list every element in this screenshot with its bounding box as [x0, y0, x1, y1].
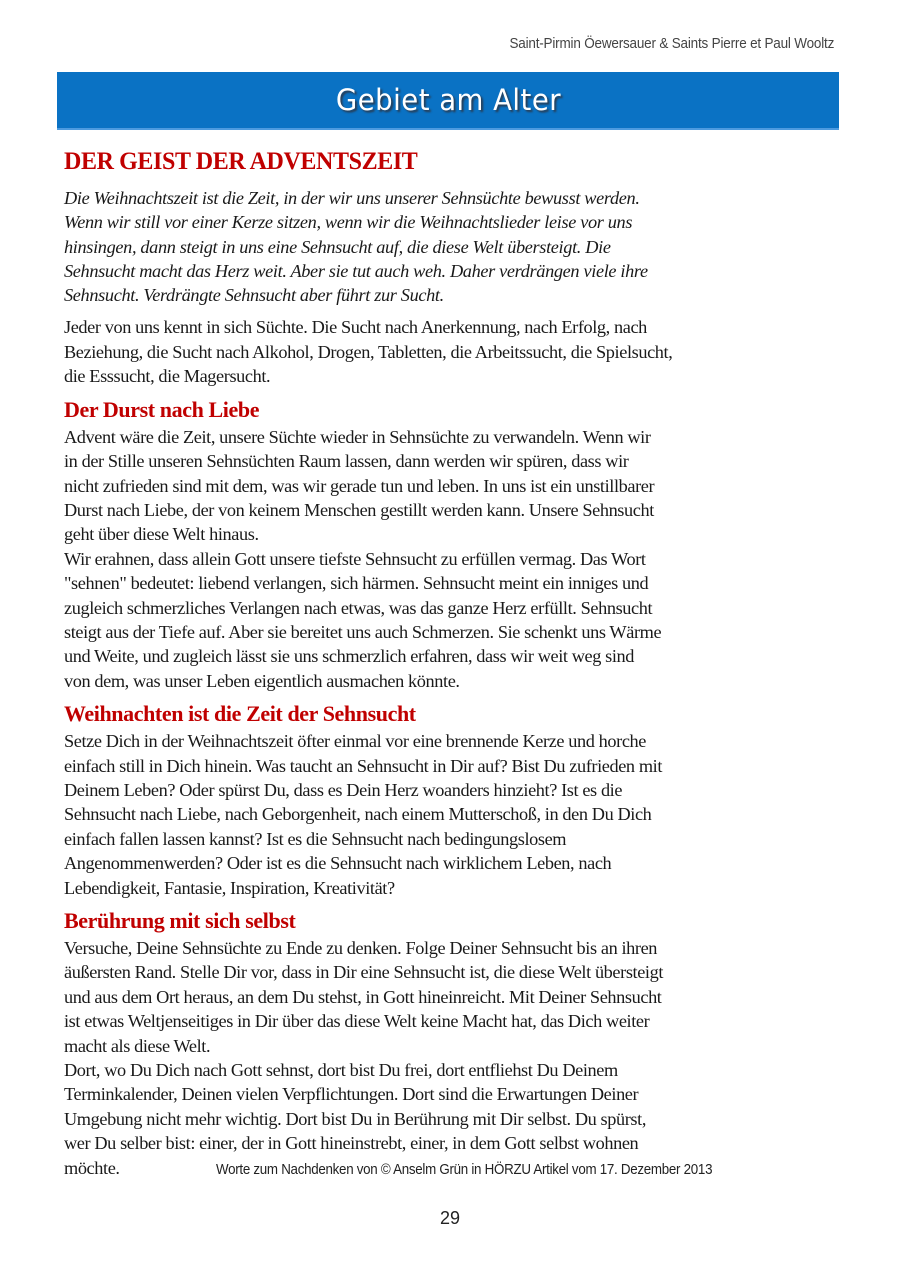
section-heading-beruehrung: Berührung mit sich selbst — [64, 908, 296, 934]
section-heading-durst: Der Durst nach Liebe — [64, 396, 260, 422]
text-line: geht über diese Welt hinaus. — [64, 524, 259, 545]
text-line: einfach still in Dich hinein. Was taucht an Sehnsucht in Dir auf? Bist Du zufrieden mit — [64, 755, 663, 776]
banner-title: Gebiet am Alter — [335, 83, 561, 117]
text-line: und Weite, und zugleich lässt sie uns schmerzlich erfahren, dass wir weit weg sind — [64, 646, 635, 667]
section-body-weihnachten — [64, 729, 854, 900]
text-line: Durst nach Liebe, der von keinem Menschen gestillt werden kann. Unsere Sehnsucht — [64, 499, 654, 520]
text-line: von dem, was unser Leben eigentlich ausmachen könnte. — [64, 670, 460, 691]
intro-line: Sehnsucht. Verdrängte Sehnsucht aber führt zur Sucht. — [64, 285, 444, 306]
text-line: Versuche, Deine Sehnsüchte zu Ende zu denken. Folge Deiner Sehnsucht bis an ihren — [64, 938, 658, 959]
text-line: "sehnen" bedeutet: liebend verlangen, sich härmen. Sehnsucht meint ein inniges und — [64, 573, 649, 594]
intro-line: Sehnsucht macht das Herz weit. Aber sie tut auch weh. Daher verdrängen viele ihre — [64, 260, 648, 281]
text-line: nicht zufrieden sind mit dem, was wir gerade tun und leben. In uns ist ein unstillbarer — [64, 475, 655, 496]
intro-paragraph — [64, 186, 854, 307]
text-line: Setze Dich in der Weihnachtszeit öfter einmal vor eine brennende Kerze und horche — [64, 731, 647, 752]
text-line: möchte. — [64, 1157, 120, 1178]
section-heading-weihnachten: Weihnachten ist die Zeit der Sehnsucht — [64, 701, 416, 727]
text-line: und aus dem Ort heraus, an dem Du stehst, in Gott hineinreicht. Mit Deiner Sehnsucht — [64, 986, 662, 1007]
text-line: Jeder von uns kennt in sich Süchte. Die Sucht nach Anerkennung, nach Erfolg, nach — [64, 317, 647, 338]
running-header: Saint-Pirmin Öewersauer & Saints Pierre et Paul Wooltz — [509, 36, 834, 52]
text-line: Wir erahnen, dass allein Gott unsere tiefste Sehnsucht zu erfüllen vermag. Das Wort — [64, 548, 646, 569]
text-line: macht als diese Welt. — [64, 1035, 211, 1056]
text-line: Terminkalender, Deinen vielen Verpflichtungen. Dort sind die Erwartungen Deiner — [64, 1084, 639, 1105]
intro-line: Die Weihnachtszeit ist die Zeit, in der wir uns unserer Sehnsüchte bewusst werden. — [64, 188, 640, 208]
text-line: steigt aus der Tiefe auf. Aber sie bereitet uns auch Schmerzen. Sie schenkt uns Wärme — [64, 621, 662, 642]
text-line: Umgebung nicht mehr wichtig. Dort bist Du in Berührung mit Dir selbst. Du spürst, — [64, 1108, 646, 1129]
final-line — [64, 1156, 854, 1182]
text-line: Sehnsucht nach Liebe, nach Geborgenheit, nach einem Mutterschoß, in den Du Dich — [64, 804, 652, 825]
text-line: äußersten Rand. Stelle Dir vor, dass in Dir eine Sehnsucht ist, die diese Welt übersteigt — [64, 962, 664, 983]
text-line: Lebendigkeit, Fantasie, Inspiration, Kreativität? — [64, 877, 395, 898]
text-line: Deinem Leben? Oder spürst Du, dass es Dein Herz woanders hinzieht? Ist es die — [64, 779, 623, 800]
text-line: wer Du selber bist: einer, der in Gott hineinstrebt, einer, in dem Gott selbst wohnen — [64, 1133, 639, 1154]
text-line: Advent wäre die Zeit, unsere Süchte wieder in Sehnsüchte zu verwandeln. Wenn wir — [64, 426, 651, 447]
text-line: einfach fallen lassen kannst? Ist es die Sehnsucht nach bedingungslosem — [64, 828, 567, 849]
text-line: die Esssucht, die Magersucht. — [64, 366, 271, 387]
source-credit: Worte zum Nachdenken von © Anselm Grün in HÖRZU Artikel vom 17. Dezember 2013 — [215, 1161, 712, 1178]
article — [64, 140, 854, 1182]
article-title: DER GEIST DER ADVENTSZEIT — [64, 148, 418, 175]
section-body-durst — [64, 425, 854, 693]
intro-line: hinsingen, dann steigt in uns eine Sehnsucht auf, die diese Welt übersteigt. Die — [64, 236, 611, 257]
section-banner — [57, 72, 839, 130]
text-line: ist etwas Weltjenseitiges in Dir über das diese Welt keine Macht hat, das Dich weiter — [64, 1011, 650, 1032]
text-line: Dort, wo Du Dich nach Gott sehnst, dort bist Du frei, dort entfliehst Du Deinem — [64, 1060, 618, 1081]
text-line: zugleich schmerzliches Verlangen nach etwas, was das ganze Herz erfüllt. Sehnsucht — [64, 597, 653, 618]
page-number: 29 — [439, 1208, 461, 1228]
section-body-beruehrung — [64, 936, 854, 1182]
text-line: Angenommenwerden? Oder ist es die Sehnsucht nach wirklichem Leben, nach — [64, 853, 612, 874]
paragraph-suechte — [64, 315, 854, 388]
intro-line: Wenn wir still vor einer Kerze sitzen, wenn wir die Weihnachtslieder leise vor uns — [64, 212, 633, 233]
text-line: Beziehung, die Sucht nach Alkohol, Drogen, Tabletten, die Arbeitssucht, die Spielsucht, — [64, 341, 673, 362]
text-line: in der Stille unseren Sehnsüchten Raum lassen, dann werden wir spüren, dass wir — [64, 451, 629, 472]
